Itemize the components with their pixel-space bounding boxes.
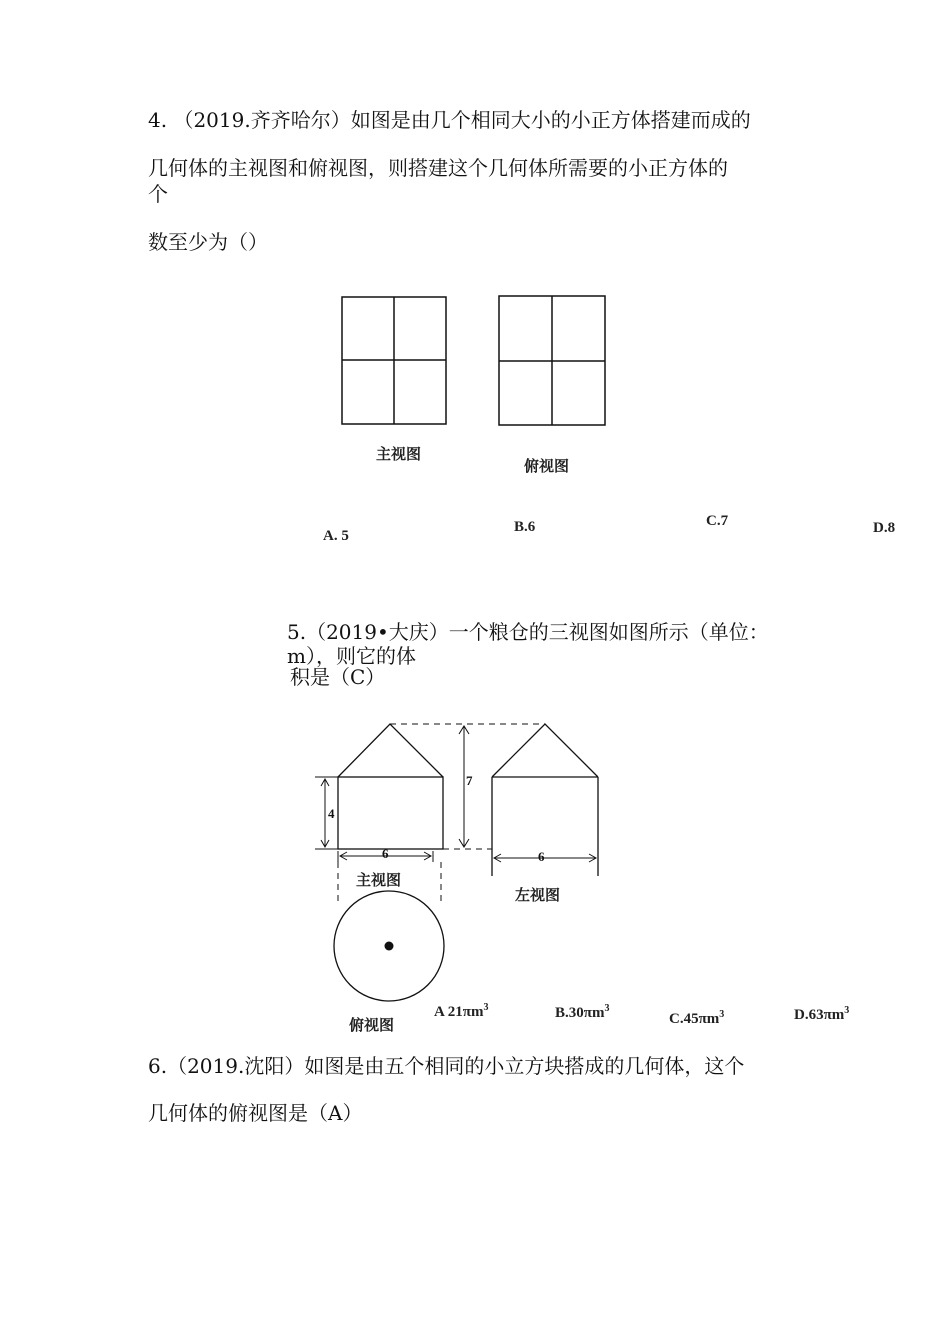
q5-front-view-label: 主视图 [356, 871, 402, 889]
q5-side-view [492, 724, 598, 876]
q4-option-d: D.8 [873, 520, 896, 536]
q5-dim-width-side: 6 [538, 849, 545, 864]
q5-side-view-label: 左视图 [515, 886, 561, 904]
q6-text-line1: 6.（2019.沈阳）如图是由五个相同的小立方块搭成的几何体，这个 [148, 1054, 745, 1078]
q5-top-view-circle [334, 891, 444, 1001]
q6-text-line2: 几何体的俯视图是（A） [148, 1101, 363, 1125]
q5-top-view-label: 俯视图 [349, 1016, 395, 1034]
q5-text-line3: 积是（C） [290, 665, 386, 689]
q5-option-a: A $21\pi m^3$ [434, 1002, 489, 1020]
q5-front-view [338, 724, 443, 849]
q4-option-a: A. 5 [323, 528, 349, 544]
q4-front-view-label: 主视图 [376, 445, 422, 463]
q4-option-c: C.7 [706, 513, 729, 529]
q4-option-b: B.6 [514, 519, 536, 535]
q5-option-c: $C.45\pi m^3$ [669, 1009, 725, 1027]
q4-text-line3: 个 [148, 182, 168, 206]
q4-text-line1: 4. （2019.齐齐哈尔）如图是由几个相同大小的小正方体搭建而成的 [148, 108, 751, 132]
q5-text-line1: 5.（2019•大庆）一个粮仓的三视图如图所示（单位： [287, 620, 769, 644]
q4-text-line4: 数至少为（） [148, 230, 268, 254]
q5-center-dot [385, 942, 394, 951]
q5-text-line2: m），则它的体 [287, 644, 416, 668]
q5-option-b: $B.30\pi m^3$ [555, 1003, 610, 1021]
q5-dim-height: 7 [466, 773, 473, 788]
q4-text-line2: 几何体的主视图和俯视图，则搭建这个几何体所需要的小正方体的 [148, 156, 728, 180]
q5-option-d: $D.63\pi m^3$ [794, 1005, 850, 1023]
q5-dim-width-front: 6 [382, 846, 389, 861]
q4-top-view-label: 俯视图 [524, 457, 570, 475]
q5-dim-wall: 4 [328, 806, 335, 821]
